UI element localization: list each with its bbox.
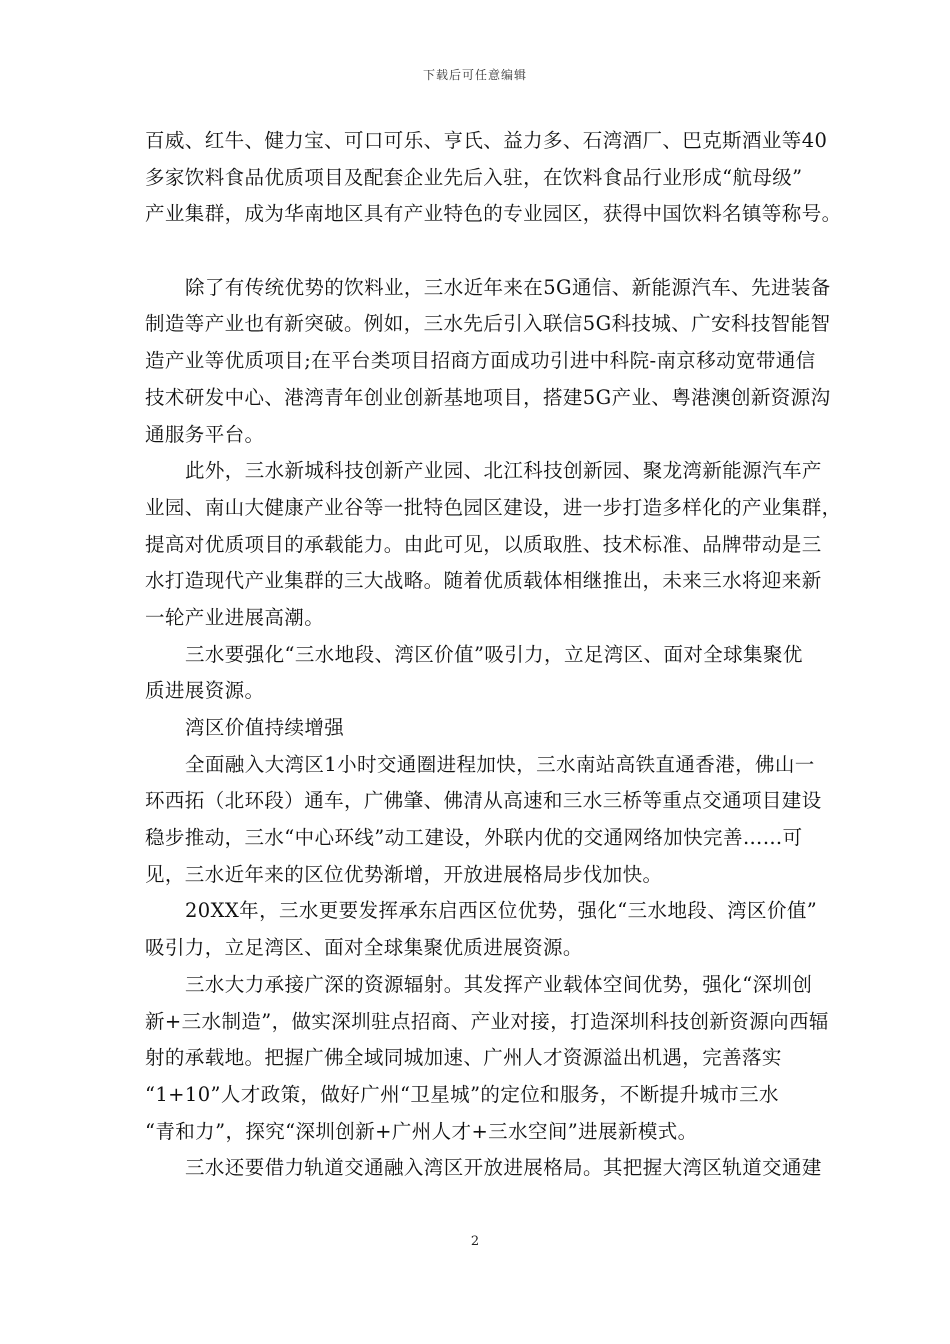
text-line: 见，三水近年来的区位优势渐增，开放进展格局步伐加快。 <box>145 862 663 886</box>
text-line: 多家饮料食品优质项目及配套企业先后入驻，在饮料食品行业形成“航母级” <box>145 165 803 189</box>
text-line: 一轮产业进展高潮。 <box>145 605 325 629</box>
text-line: 湾区价值持续增强 <box>185 716 345 739</box>
paragraph <box>145 453 842 636</box>
text-line: 环西拓（北环段）通车，广佛肇、佛清从高速和三水三桥等重点交通项目建设 <box>145 789 822 813</box>
text-line: 全面融入大湾区1小时交通圈进程加快，三水南站高铁直通香港，佛山一 <box>185 752 815 776</box>
text-line: “青和力”，探究“深圳创新+广州人才+三水空间”进展新模式。 <box>145 1119 698 1143</box>
text-line: 水打造现代产业集群的三大战略。随着优质载体相继推出，未来三水将迎来新 <box>145 569 822 593</box>
text-line: 质进展资源。 <box>145 679 265 703</box>
text-line: 业园、南山大健康产业谷等一批特色园区建设，进一步打造多样化的产业集群， <box>145 495 842 519</box>
paragraph <box>145 747 822 894</box>
text-line: 稳步推动，三水“中心环线”动工建设，外联内优的交通网络加快完善……可 <box>145 826 803 850</box>
text-line: 吸引力，立足湾区、面对全球集聚优质进展资源。 <box>145 936 583 960</box>
text-line: 三水还要借力轨道交通融入湾区开放进展格局。其把握大湾区轨道交通建 <box>185 1156 822 1180</box>
text-line: 除了有传统优势的饮料业，三水近年来在5G通信、新能源汽车、先进装备 <box>185 275 831 299</box>
paragraph <box>145 637 810 710</box>
text-line: 此外，三水新城科技创新产业园、北江科技创新园、聚龙湾新能源汽车产 <box>185 459 822 483</box>
text-line: 通服务平台。 <box>145 422 265 446</box>
page-number: 2 <box>470 1234 480 1249</box>
text-line: 三水大力承接广深的资源辐射。其发挥产业载体空间优势，强化“深圳创 <box>185 972 813 996</box>
text-line: 提高对优质项目的承载能力。由此可见，以质取胜、技术标准、品牌带动是三 <box>145 532 822 556</box>
section-heading <box>145 710 810 747</box>
text-line: 产业集群，成为华南地区具有产业特色的专业园区，获得中国饮料名镇等称号。 <box>145 202 842 226</box>
text-line: 技术研发中心、港湾青年创业创新基地项目，搭建5G产业、粤港澳创新资源沟 <box>145 385 831 409</box>
text-line: 百威、红牛、健力宝、可口可乐、亨氏、益力多、石湾酒厂、巴克斯酒业等40 <box>145 129 828 152</box>
text-line: 三水要强化“三水地段、湾区价值”吸引力，立足湾区、面对全球集聚优 <box>185 642 803 666</box>
paragraph <box>145 123 842 233</box>
paragraph-gap <box>145 233 810 270</box>
text-line: 新+三水制造”，做实深圳驻点招商、产业对接，打造深圳科技创新资源向西辐 <box>145 1009 829 1033</box>
text-line: “1+10”人才政策，做好广州“卫星城”的定位和服务，不断提升城市三水 <box>145 1082 779 1106</box>
paragraph <box>145 270 831 453</box>
text-line: 制造等产业也有新突破。例如，三水先后引入联信5G科技城、广安科技智能智 <box>145 312 831 336</box>
text-line: 造产业等优质项目;在平台类项目招商方面成功引进中科院-南京移动宽带通信 <box>145 349 816 373</box>
text-line: 射的承载地。把握广佛全域同城加速、广州人才资源溢出机遇，完善落实 <box>145 1046 782 1070</box>
text-line: 20XX年，三水更要发挥承东启西区位优势，强化“三水地段、湾区价值” <box>185 899 818 923</box>
paragraph <box>145 893 818 966</box>
page-header: 下载后可任意编辑 <box>422 68 527 82</box>
paragraph <box>145 1150 822 1187</box>
paragraph <box>145 967 829 1150</box>
document-body <box>145 123 842 1187</box>
